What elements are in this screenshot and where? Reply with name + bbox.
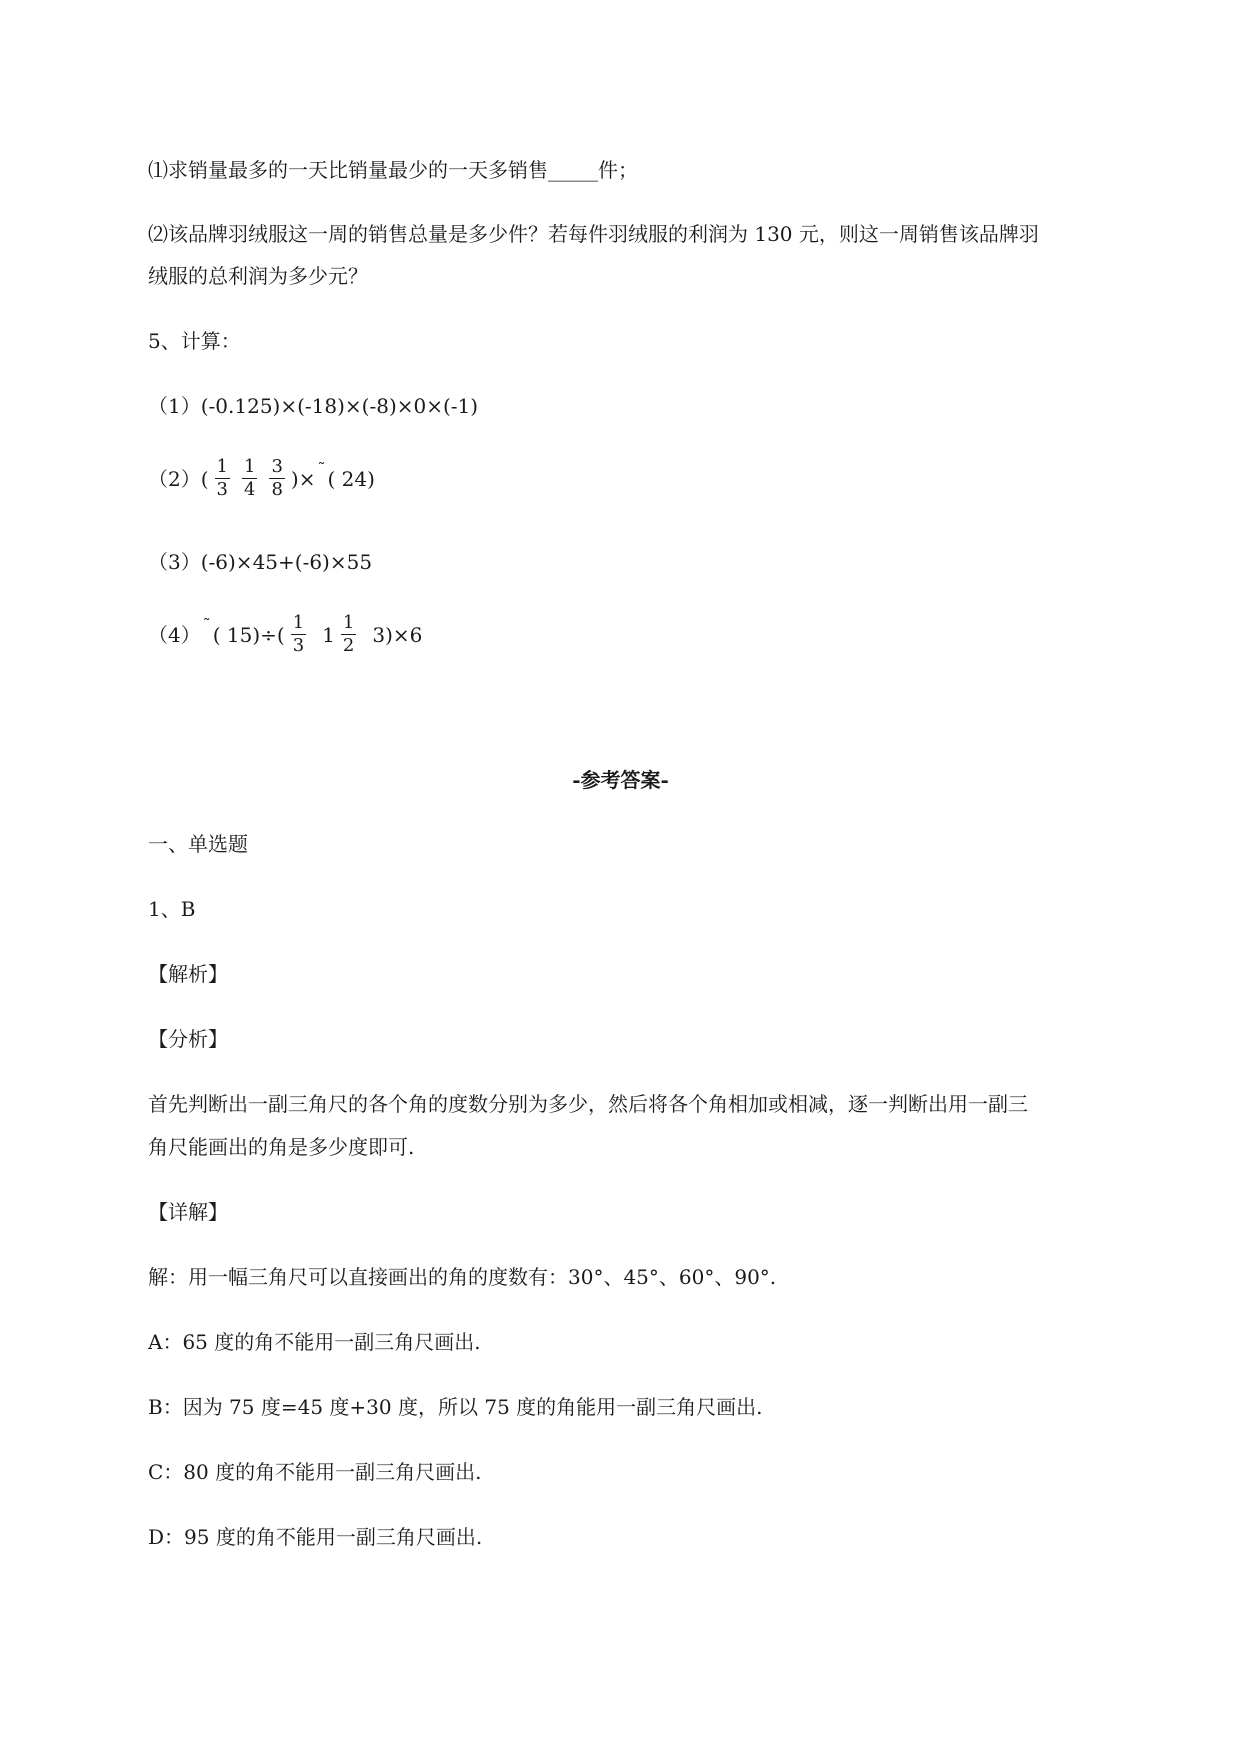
expr-4-tail: 3)×6 bbox=[372, 622, 423, 647]
answer-item-1: 1、B bbox=[148, 897, 196, 921]
expr-2-tail: ( 24) bbox=[327, 466, 375, 491]
fraction-numerator: 1 bbox=[244, 456, 256, 477]
xiangjie-label: 【详解】 bbox=[148, 1200, 228, 1224]
expr-2-fraction-2 bbox=[242, 456, 257, 501]
fraction-numerator: 3 bbox=[271, 456, 283, 477]
expr-2-open: ( bbox=[200, 466, 209, 491]
fraction-denominator: 3 bbox=[216, 479, 228, 500]
question-4-part-2-line-1: ⑵该品牌羽绒服这一周的销售总量是多少件？若每件羽绒服的利润为 130 元，则这一周销售该品牌羽 bbox=[148, 222, 1039, 246]
answers-section-title: 一、单选题 bbox=[148, 832, 248, 856]
fraction-denominator: 3 bbox=[292, 635, 305, 656]
solution-line: 解：用一幅三角尺可以直接画出的角的度数有：30°、45°、60°、90°. bbox=[148, 1265, 777, 1289]
fraction-denominator: 4 bbox=[244, 479, 256, 500]
expr-4-fraction-2 bbox=[341, 612, 356, 657]
expr-4-tilde: ˜ bbox=[202, 614, 211, 634]
fraction-numerator: 1 bbox=[216, 456, 228, 477]
fraction-denominator: 2 bbox=[342, 635, 355, 656]
expr-4-label: （4） bbox=[148, 622, 201, 647]
fraction-numerator: 1 bbox=[342, 612, 355, 633]
expr-2-fraction-1 bbox=[215, 456, 230, 501]
expr-4-whole: 1 bbox=[322, 622, 335, 647]
fraction-denominator: 8 bbox=[271, 479, 283, 500]
expr-4-head: ( 15)÷( bbox=[212, 622, 285, 647]
question-4-part-1: ⑴求销量最多的一天比销量最少的一天多销售_____件； bbox=[148, 158, 638, 182]
jiexi-label: 【解析】 bbox=[148, 962, 228, 986]
option-c-line: C：80 度的角不能用一副三角尺画出. bbox=[148, 1460, 482, 1484]
expr-4-fraction-1 bbox=[291, 612, 306, 657]
expr-2-fraction-3 bbox=[269, 456, 284, 501]
question-5-expr-4 bbox=[148, 612, 422, 657]
fraction-numerator: 1 bbox=[292, 612, 305, 633]
analysis-line-2: 角尺能画出的角是多少度即可. bbox=[148, 1135, 415, 1159]
question-4-part-2-line-2: 绒服的总利润为多少元？ bbox=[148, 264, 368, 288]
option-d-line: D：95 度的角不能用一副三角尺画出. bbox=[148, 1525, 483, 1549]
question-5-expr-3: （3）(-6)×45+(-6)×55 bbox=[148, 550, 373, 574]
question-5-expr-1: （1）(-0.125)×(-18)×(-8)×0×(-1) bbox=[148, 394, 479, 418]
expr-2-mid: )× bbox=[290, 466, 316, 491]
question-5-expr-2 bbox=[148, 456, 375, 501]
analysis-line-1: 首先判断出一副三角尺的各个角的度数分别为多少，然后将各个角相加或相减，逐一判断出用一副三 bbox=[148, 1092, 1028, 1116]
expr-2-tilde: ˜ bbox=[317, 458, 326, 478]
option-b-line: B：因为 75 度=45 度+30 度，所以 75 度的角能用一副三角尺画出. bbox=[148, 1395, 763, 1419]
answers-heading: -参考答案- bbox=[572, 768, 669, 792]
question-5-title: 5、计算： bbox=[148, 329, 241, 353]
option-a-line: A：65 度的角不能用一副三角尺画出. bbox=[148, 1330, 481, 1354]
fenxi-label: 【分析】 bbox=[148, 1027, 228, 1051]
expr-2-label: （2） bbox=[148, 466, 201, 491]
